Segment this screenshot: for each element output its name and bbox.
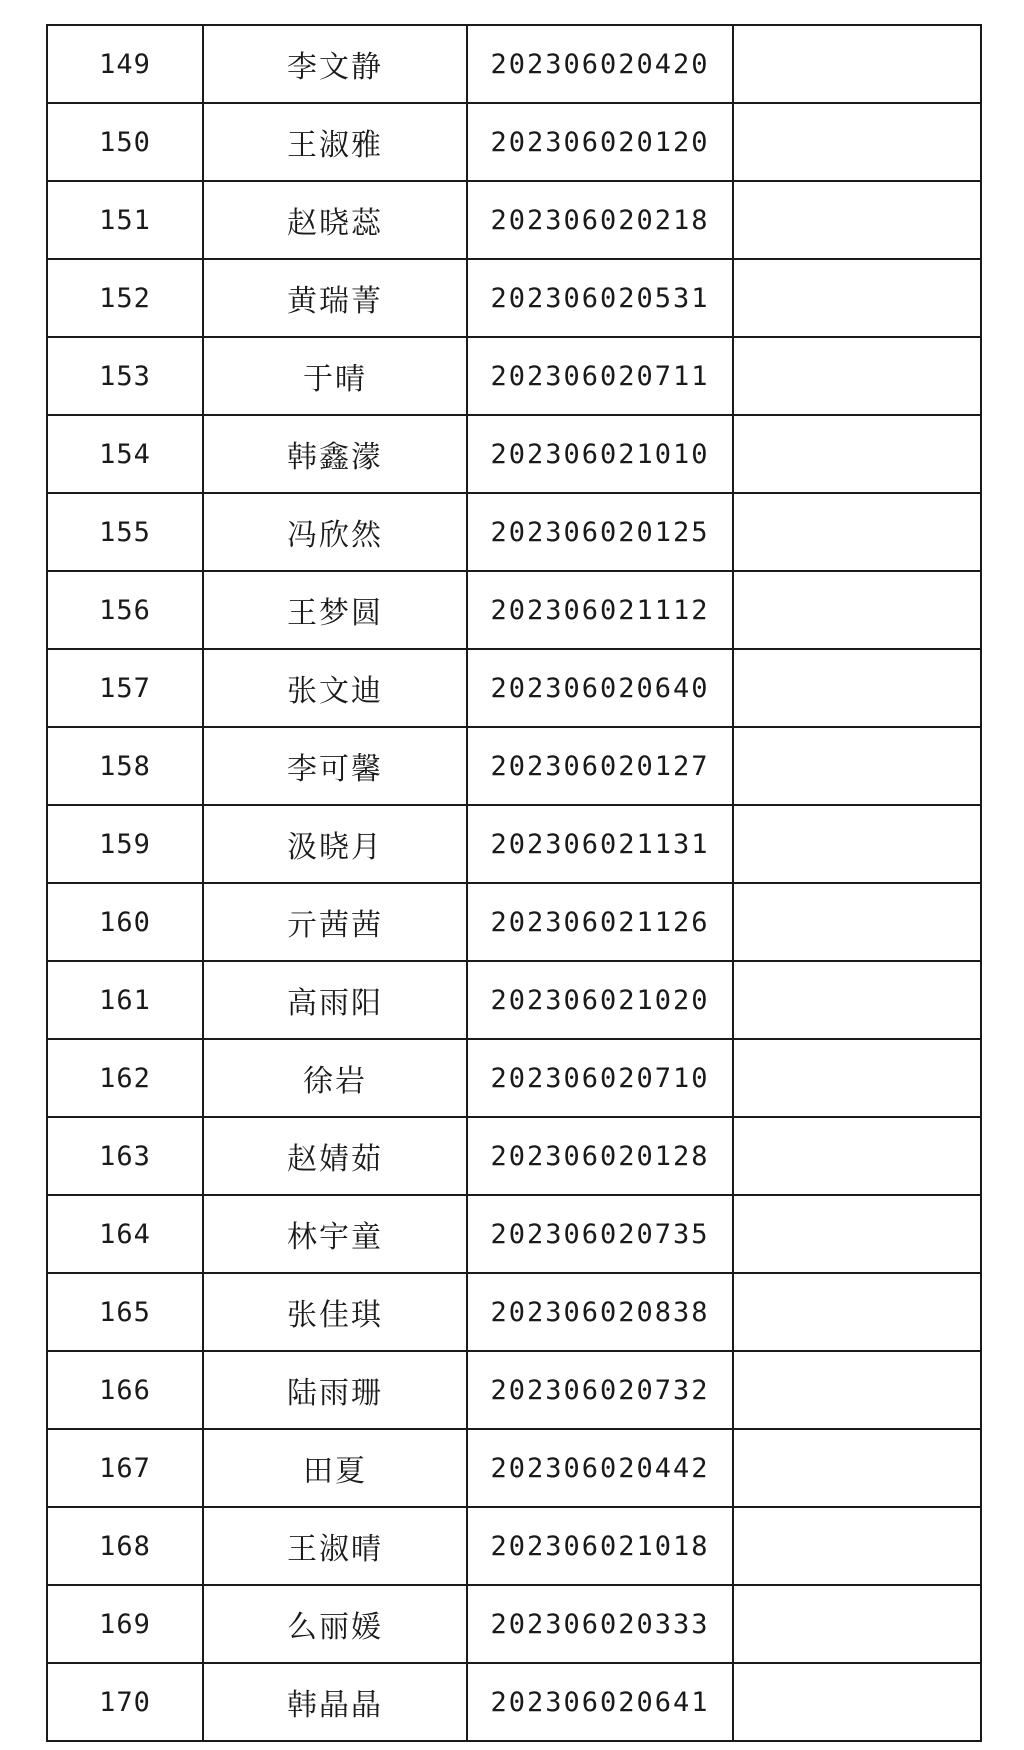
student-id-cell: 202306020333	[467, 1585, 733, 1663]
student-id-cell: 202306021126	[467, 883, 733, 961]
student-id-cell: 202306020120	[467, 103, 733, 181]
remark-cell	[733, 1351, 981, 1429]
name-cell: 王淑晴	[203, 1507, 467, 1585]
name-cell: 张文迪	[203, 649, 467, 727]
student-id-cell: 202306020442	[467, 1429, 733, 1507]
row-number-cell: 152	[47, 259, 203, 337]
name-cell: 张佳琪	[203, 1273, 467, 1351]
remark-cell	[733, 571, 981, 649]
row-number-cell: 168	[47, 1507, 203, 1585]
name-cell: 么丽媛	[203, 1585, 467, 1663]
student-id-cell: 202306020711	[467, 337, 733, 415]
table-row	[47, 181, 981, 259]
student-id-cell: 202306021131	[467, 805, 733, 883]
student-id-cell: 202306020218	[467, 181, 733, 259]
table-row	[47, 1039, 981, 1117]
name-cell: 高雨阳	[203, 961, 467, 1039]
student-id-cell: 202306020710	[467, 1039, 733, 1117]
remark-cell	[733, 883, 981, 961]
row-number-cell: 161	[47, 961, 203, 1039]
student-id-cell: 202306020641	[467, 1663, 733, 1741]
name-cell: 徐岩	[203, 1039, 467, 1117]
student-id-cell: 202306020125	[467, 493, 733, 571]
row-number-cell: 169	[47, 1585, 203, 1663]
roster-table-body	[47, 25, 981, 1741]
table-row	[47, 1663, 981, 1741]
name-cell: 王梦圆	[203, 571, 467, 649]
row-number-cell: 170	[47, 1663, 203, 1741]
row-number-cell: 165	[47, 1273, 203, 1351]
row-number-cell: 157	[47, 649, 203, 727]
student-id-cell: 202306021112	[467, 571, 733, 649]
roster-table	[46, 24, 982, 1742]
remark-cell	[733, 649, 981, 727]
student-id-cell: 202306020127	[467, 727, 733, 805]
table-row	[47, 259, 981, 337]
row-number-cell: 159	[47, 805, 203, 883]
table-row	[47, 337, 981, 415]
student-id-cell: 202306020420	[467, 25, 733, 103]
table-row	[47, 1117, 981, 1195]
name-cell: 韩晶晶	[203, 1663, 467, 1741]
table-row	[47, 1429, 981, 1507]
table-row	[47, 415, 981, 493]
name-cell: 林宇童	[203, 1195, 467, 1273]
student-id-cell: 202306020838	[467, 1273, 733, 1351]
remark-cell	[733, 181, 981, 259]
student-id-cell: 202306020531	[467, 259, 733, 337]
table-row	[47, 493, 981, 571]
name-cell: 赵晓蕊	[203, 181, 467, 259]
student-id-cell: 202306021010	[467, 415, 733, 493]
row-number-cell: 158	[47, 727, 203, 805]
table-row	[47, 1351, 981, 1429]
remark-cell	[733, 805, 981, 883]
student-id-cell: 202306021020	[467, 961, 733, 1039]
remark-cell	[733, 727, 981, 805]
remark-cell	[733, 1663, 981, 1741]
remark-cell	[733, 337, 981, 415]
table-row	[47, 25, 981, 103]
table-row	[47, 727, 981, 805]
student-id-cell: 202306020735	[467, 1195, 733, 1273]
remark-cell	[733, 1273, 981, 1351]
remark-cell	[733, 493, 981, 571]
table-row	[47, 805, 981, 883]
student-id-cell: 202306020732	[467, 1351, 733, 1429]
remark-cell	[733, 1117, 981, 1195]
row-number-cell: 164	[47, 1195, 203, 1273]
remark-cell	[733, 25, 981, 103]
row-number-cell: 151	[47, 181, 203, 259]
name-cell: 韩鑫濛	[203, 415, 467, 493]
table-row	[47, 571, 981, 649]
student-id-cell: 202306021018	[467, 1507, 733, 1585]
remark-cell	[733, 1195, 981, 1273]
name-cell: 陆雨珊	[203, 1351, 467, 1429]
remark-cell	[733, 1039, 981, 1117]
name-cell: 亓茜茜	[203, 883, 467, 961]
row-number-cell: 163	[47, 1117, 203, 1195]
row-number-cell: 167	[47, 1429, 203, 1507]
name-cell: 李可馨	[203, 727, 467, 805]
table-row	[47, 1507, 981, 1585]
row-number-cell: 160	[47, 883, 203, 961]
name-cell: 汲晓月	[203, 805, 467, 883]
row-number-cell: 149	[47, 25, 203, 103]
remark-cell	[733, 1585, 981, 1663]
table-row	[47, 649, 981, 727]
table-row	[47, 1273, 981, 1351]
student-id-cell: 202306020128	[467, 1117, 733, 1195]
row-number-cell: 154	[47, 415, 203, 493]
row-number-cell: 155	[47, 493, 203, 571]
row-number-cell: 166	[47, 1351, 203, 1429]
table-row	[47, 961, 981, 1039]
name-cell: 田夏	[203, 1429, 467, 1507]
remark-cell	[733, 259, 981, 337]
row-number-cell: 150	[47, 103, 203, 181]
remark-cell	[733, 1429, 981, 1507]
remark-cell	[733, 961, 981, 1039]
name-cell: 王淑雅	[203, 103, 467, 181]
name-cell: 冯欣然	[203, 493, 467, 571]
remark-cell	[733, 415, 981, 493]
name-cell: 黄瑞菁	[203, 259, 467, 337]
name-cell: 于晴	[203, 337, 467, 415]
name-cell: 李文静	[203, 25, 467, 103]
remark-cell	[733, 1507, 981, 1585]
student-id-cell: 202306020640	[467, 649, 733, 727]
remark-cell	[733, 103, 981, 181]
row-number-cell: 153	[47, 337, 203, 415]
row-number-cell: 156	[47, 571, 203, 649]
row-number-cell: 162	[47, 1039, 203, 1117]
table-row	[47, 103, 981, 181]
table-row	[47, 883, 981, 961]
table-row	[47, 1195, 981, 1273]
name-cell: 赵婧茹	[203, 1117, 467, 1195]
table-row	[47, 1585, 981, 1663]
